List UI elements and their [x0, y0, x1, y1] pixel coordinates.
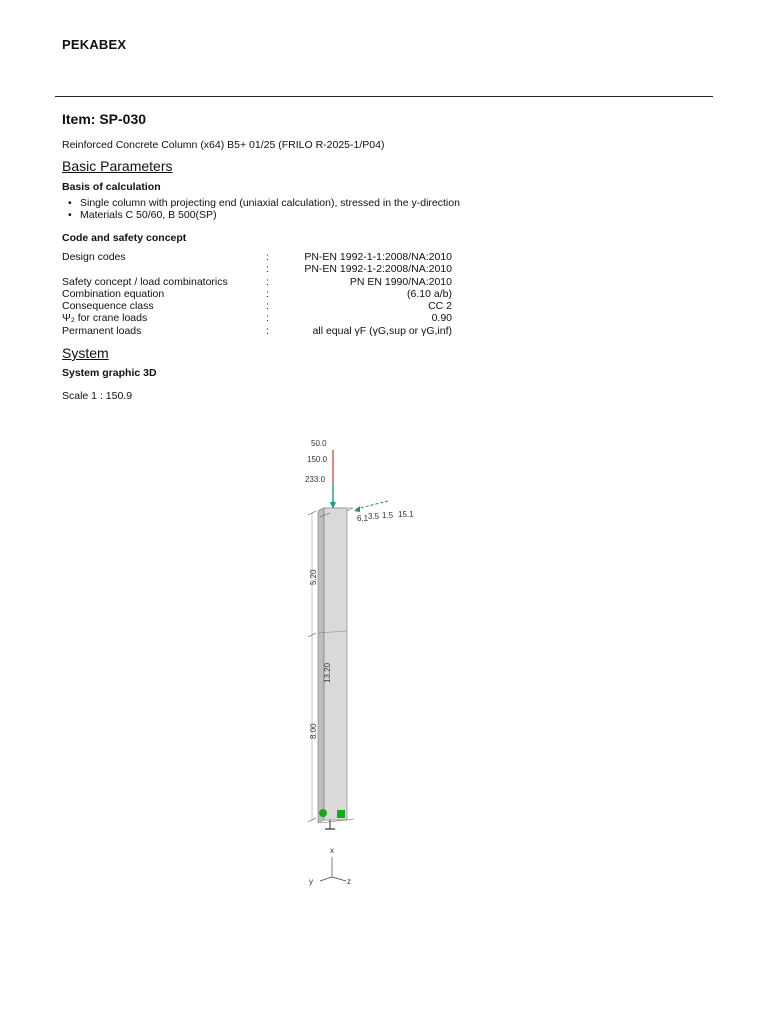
basis-of-calculation-heading: Basis of calculation	[62, 181, 161, 193]
section-basic-parameters: Basic Parameters	[62, 158, 173, 174]
code-safety-heading: Code and safety concept	[62, 232, 187, 244]
table-row	[62, 288, 452, 300]
axis-y-label: y	[309, 877, 313, 886]
system-graphic-heading: System graphic 3D	[62, 367, 157, 379]
row-value: PN EN 1990/NA:2010	[349, 275, 452, 288]
row-colon: :	[266, 324, 269, 337]
lateral-load-label: 1.5	[382, 511, 394, 520]
table-row	[62, 263, 452, 275]
load-label-150: 150.0	[307, 455, 328, 464]
support-fixed	[337, 810, 345, 818]
row-colon: :	[266, 312, 269, 325]
row-value: PN-EN 1992-1-2:2008/NA:2010	[304, 263, 452, 276]
lateral-load-label: 6.1	[357, 514, 369, 523]
dimension-label-5-20: 5.20	[309, 569, 318, 585]
header-divider	[55, 96, 713, 97]
basis-bullet-item: • Single column with projecting end (uniaxial calculation), stressed in the y-direction	[62, 197, 460, 209]
row-label: Combination equation	[62, 287, 165, 300]
table-row	[62, 312, 452, 324]
lateral-load-label: 3.5	[368, 512, 380, 521]
load-label-233: 233.0	[305, 475, 326, 484]
row-colon: :	[266, 300, 269, 313]
scale-label: Scale 1 : 150.9	[62, 390, 133, 402]
row-value: 0.90	[431, 312, 452, 325]
dimension-label-13-20: 13.20	[323, 662, 332, 683]
axis-z-line	[332, 877, 346, 881]
row-label: Consequence class	[62, 300, 154, 313]
table-row	[62, 251, 452, 263]
table-row	[62, 276, 452, 288]
code-safety-table	[62, 251, 452, 337]
row-label: Design codes	[62, 251, 126, 263]
row-colon: :	[266, 287, 269, 300]
section-system: System	[62, 345, 109, 361]
row-colon: :	[266, 251, 269, 263]
row-label: Safety concept / load combinatorics	[62, 275, 228, 288]
axis-y-line	[320, 877, 332, 881]
row-colon: :	[266, 263, 269, 276]
axis-x-label: x	[330, 846, 334, 855]
lateral-load-label: 15.1	[398, 510, 414, 519]
system-graphic-3d	[296, 425, 414, 895]
item-title: Item: SP-030	[62, 111, 147, 127]
column-drawing	[296, 425, 414, 895]
row-value: (6.10 a/b)	[407, 287, 452, 300]
row-label: Ψ₂ for crane loads	[62, 312, 148, 325]
company-name: PEKABEX	[62, 37, 127, 52]
item-description: Reinforced Concrete Column (x64) B5+ 01/25 (FRILO R-2025-1/P04)	[62, 139, 385, 151]
axis-z-label: z	[347, 877, 351, 886]
basis-bullet-list	[62, 197, 460, 221]
table-row	[62, 300, 452, 312]
row-value: all equal γF (γG,sup or γG,inf)	[312, 324, 452, 337]
row-label: Permanent loads	[62, 324, 142, 337]
lateral-load-arrowhead	[354, 506, 360, 512]
load-label-50: 50.0	[311, 439, 327, 448]
support-hinge	[319, 809, 327, 817]
row-value: PN-EN 1992-1-1:2008/NA:2010	[304, 251, 452, 263]
table-row	[62, 325, 452, 337]
dimension-label-8-00: 8.00	[309, 723, 318, 739]
basis-bullet-item: • Materials C 50/60, B 500(SP)	[62, 209, 460, 221]
row-colon: :	[266, 275, 269, 288]
lateral-load-arrow	[356, 501, 388, 509]
row-value: CC 2	[428, 300, 452, 313]
row-label	[62, 263, 266, 275]
